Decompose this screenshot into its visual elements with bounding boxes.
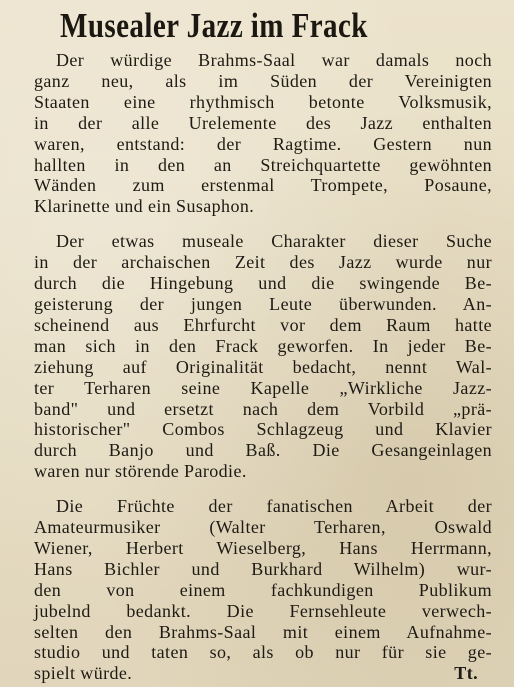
text-line: waren nur störende Parodie.	[34, 461, 247, 482]
author-initials: Tt.	[454, 663, 478, 684]
text-line: waren, entstand: der Ragtime. Gestern nun	[34, 133, 492, 154]
paragraph-3	[34, 496, 492, 684]
headline: Musealer Jazz im Frack	[60, 6, 368, 45]
text-line: geisterung der jungen Leute überwunden. An-	[34, 293, 492, 314]
text-line: band" und ersetzt nach dem Vorbild „prä-	[34, 398, 492, 419]
paragraph-1	[34, 50, 492, 217]
text-line: durch die Hingebung und die swingende Be-	[34, 273, 492, 294]
text-line: selten den Brahms-Saal mit einem Aufnahme-	[34, 621, 492, 642]
text-line: ganz neu, als im Süden der Vereinigten	[34, 70, 492, 91]
text-line: Amateurmusiker (Walter Terharen, Oswald	[34, 517, 492, 538]
text-line: studio und taten so, als ob nur für sie ge-	[34, 642, 492, 663]
text-line: scheinend aus Ehrfurcht vor dem Raum hatte	[34, 314, 492, 335]
text-line: in der alle Urelemente des Jazz enthalten	[34, 112, 492, 133]
text-line: Der würdige Brahms-Saal war damals noch	[56, 50, 492, 70]
text-line: ter Terharen seine Kapelle „Wirkliche Jazz-	[34, 377, 492, 398]
text-line: hallten in den an Streichquartette gewöhnten	[34, 154, 492, 175]
text-line: man sich in den Frack geworfen. In jeder Be-	[34, 335, 492, 356]
text-line: jubelnd bedankt. Die Fernsehleute verwech-	[34, 600, 492, 621]
text-line: Klarinette und ein Susaphon.	[34, 196, 255, 217]
text-line: Wänden zum erstenmal Trompete, Posaune,	[34, 175, 492, 196]
text-line: Wiener, Herbert Wieselberg, Hans Herrmann,	[34, 537, 492, 558]
text-line: Der etwas museale Charakter dieser Suche	[56, 231, 492, 252]
text-line: spielt würde.	[34, 663, 133, 684]
text-line: historischer" Combos Schlagzeug und Klavier	[34, 419, 492, 440]
text-line: Hans Bichler und Burkhard Wilhelm) wur-	[34, 558, 492, 579]
text-line: durch Banjo und Baß. Die Gesangeinlagen	[34, 440, 492, 461]
text-line: Staaten eine rhythmisch betonte Volksmusik,	[34, 91, 492, 112]
paragraph-2	[34, 231, 492, 482]
text-line: ziehung auf Originalität bedacht, nennt Wal-	[34, 356, 492, 377]
closing-line	[34, 663, 492, 684]
text-line: den von einem fachkundigen Publikum	[34, 579, 492, 600]
text-line: in der archaischen Zeit des Jazz wurde nur	[34, 252, 492, 273]
text-line: Die Früchte der fanatischen Arbeit der	[56, 496, 492, 517]
